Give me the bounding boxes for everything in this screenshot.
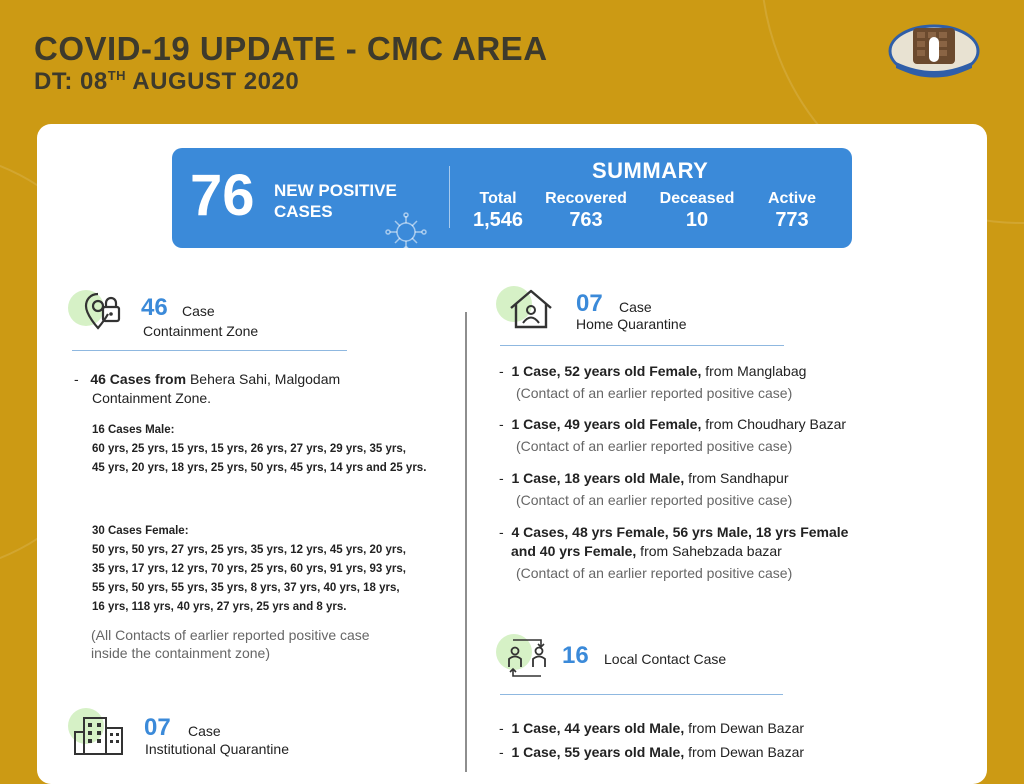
local-count: 16 bbox=[562, 642, 589, 669]
stat-total: Total 1,546 bbox=[472, 190, 524, 231]
home-case-word: Case bbox=[619, 299, 652, 315]
home-subtitle: Home Quarantine bbox=[576, 316, 687, 332]
male-heading: 16 Cases Male: bbox=[92, 424, 175, 436]
home-case-note: (Contact of an earlier reported positive case) bbox=[516, 565, 793, 581]
summary-title: SUMMARY bbox=[592, 158, 709, 183]
building-icon bbox=[74, 716, 126, 756]
female-ages-line: 35 yrs, 17 yrs, 12 yrs, 70 yrs, 25 yrs, 60 yrs, 91 yrs, 93 yrs, bbox=[92, 563, 406, 575]
stat-active: Active 773 bbox=[767, 190, 817, 231]
location-lock-icon bbox=[84, 290, 124, 334]
female-ages-line: 55 yrs, 50 yrs, 55 yrs, 35 yrs, 8 yrs, 37 yrs, 40 yrs, 18 yrs, bbox=[92, 582, 400, 594]
containment-line-2: Containment Zone. bbox=[92, 390, 212, 406]
local-case-item: - 1 Case, 55 years old Male, from Dewan Bazar bbox=[499, 744, 805, 760]
stat-recovered: Recovered 763 bbox=[545, 190, 627, 231]
home-case-item: - 1 Case, 52 years old Female, from Manglabag bbox=[499, 363, 807, 379]
home-case-note: (Contact of an earlier reported positive case) bbox=[516, 385, 793, 401]
stat-deceased: Deceased 10 bbox=[659, 190, 735, 231]
cmc-logo-icon bbox=[886, 18, 982, 88]
local-label: Local Contact Case bbox=[604, 651, 727, 667]
new-cases-label: NEW POSITIVE CASES bbox=[274, 181, 397, 221]
home-case-note: (Contact of an earlier reported positive case) bbox=[516, 492, 793, 508]
new-cases-count: 76 bbox=[190, 163, 255, 228]
home-case-note: (Contact of an earlier reported positive case) bbox=[516, 438, 793, 454]
institutional-subtitle: Institutional Quarantine bbox=[145, 741, 289, 757]
column-divider bbox=[465, 312, 467, 772]
virus-icon bbox=[384, 212, 428, 252]
containment-case-word: Case bbox=[182, 303, 215, 319]
containment-count: 46 bbox=[141, 294, 168, 321]
page-title: COVID-19 UPDATE - CMC AREA bbox=[34, 30, 548, 67]
institutional-case-word: Case bbox=[188, 723, 221, 739]
female-heading: 30 Cases Female: bbox=[92, 525, 189, 537]
home-case-item: - 4 Cases, 48 yrs Female, 56 yrs Male, 18 yrs Female bbox=[499, 524, 849, 540]
summary-divider bbox=[449, 166, 450, 228]
home-case-item: - 1 Case, 49 years old Female, from Choudhary Bazar bbox=[499, 416, 847, 432]
containment-subtitle: Containment Zone bbox=[143, 323, 259, 339]
home-case-item-cont: and 40 yrs Female, from Sahebzada bazar bbox=[511, 543, 782, 559]
section-underline bbox=[500, 694, 783, 695]
section-underline bbox=[500, 345, 784, 346]
home-count: 07 bbox=[576, 290, 603, 317]
male-ages-line: 60 yrs, 25 yrs, 15 yrs, 15 yrs, 26 yrs, 27 yrs, 29 yrs, 35 yrs, bbox=[92, 443, 406, 455]
home-icon bbox=[508, 288, 554, 330]
home-case-item: - 1 Case, 18 years old Male, from Sandhapur bbox=[499, 470, 789, 486]
report-date: DT: 08TH AUGUST 2020 bbox=[34, 68, 300, 95]
male-ages-line: 45 yrs, 20 yrs, 18 yrs, 25 yrs, 50 yrs, 45 yrs, 14 yrs and 25 yrs. bbox=[92, 462, 427, 474]
contact-people-icon bbox=[503, 636, 551, 680]
containment-line-1: - 46 Cases from Behera Sahi, Malgodam bbox=[74, 371, 341, 387]
summary-box bbox=[172, 148, 852, 248]
section-underline bbox=[72, 350, 347, 351]
containment-note: (All Contacts of earlier reported positive case bbox=[91, 627, 370, 643]
institutional-count: 07 bbox=[144, 714, 171, 741]
female-ages-line: 16 yrs, 118 yrs, 40 yrs, 27 yrs, 25 yrs and 8 yrs. bbox=[92, 601, 347, 613]
containment-note: inside the containment zone) bbox=[91, 645, 270, 661]
local-case-item: - 1 Case, 44 years old Male, from Dewan Bazar bbox=[499, 720, 805, 736]
female-ages-line: 50 yrs, 50 yrs, 27 yrs, 25 yrs, 35 yrs, 12 yrs, 45 yrs, 20 yrs, bbox=[92, 544, 406, 556]
